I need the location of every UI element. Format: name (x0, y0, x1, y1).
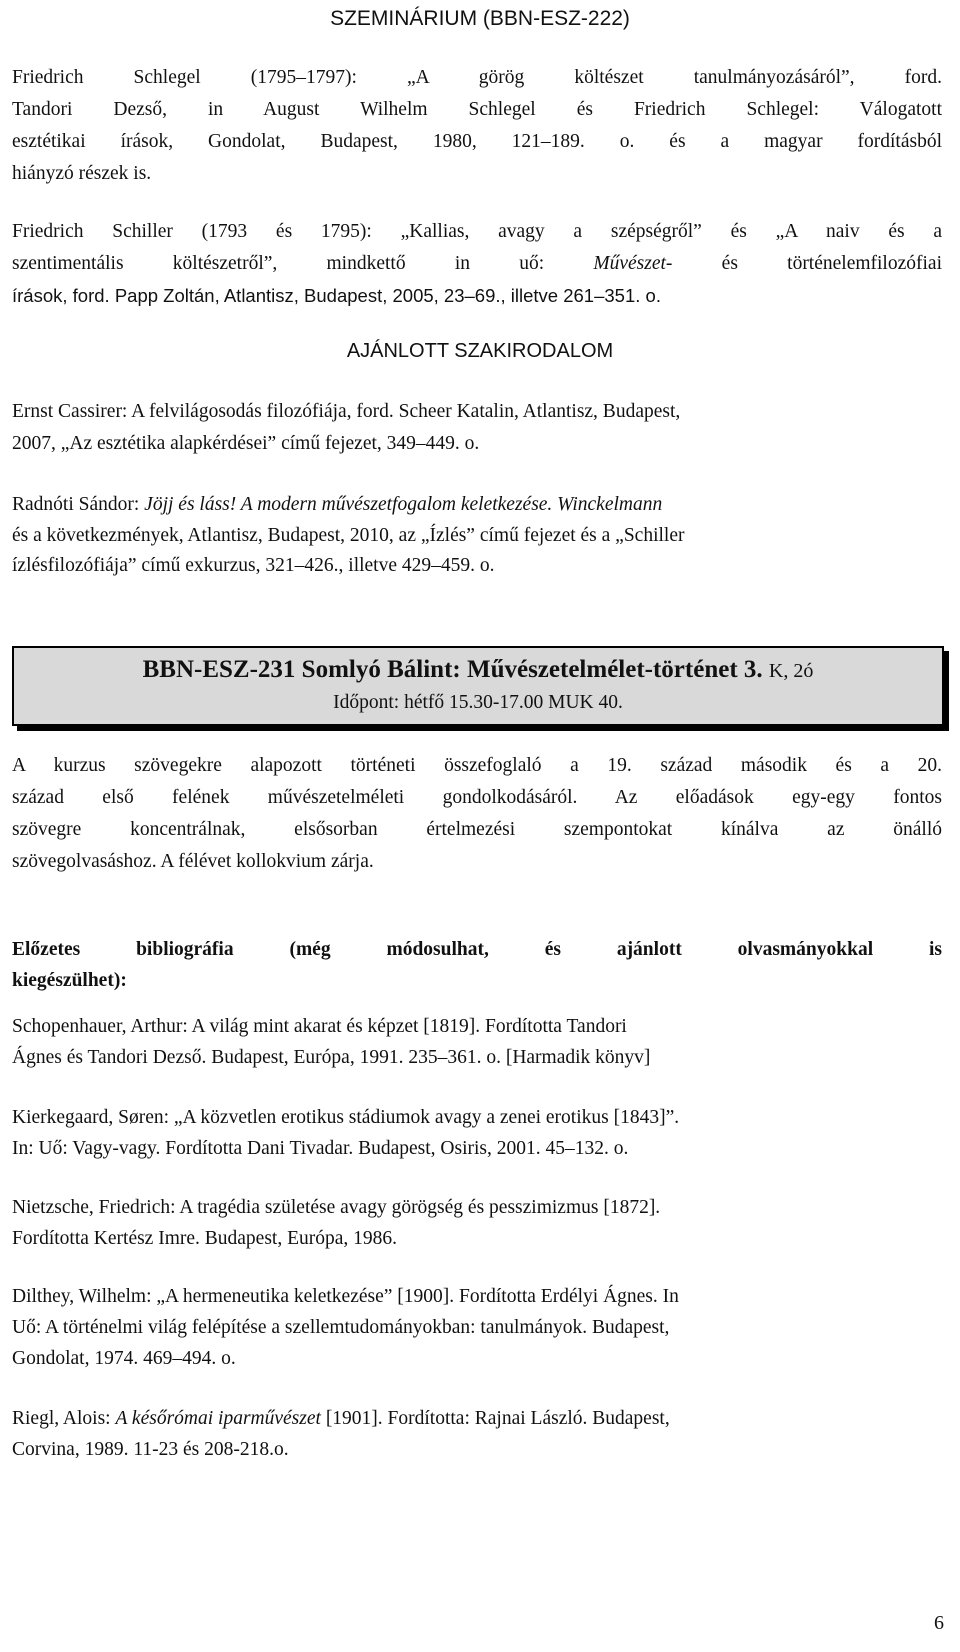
text-line (12, 249, 942, 278)
text-line: Tandori Dezső, in August Wilhelm Schlegel és Friedrich Schlegel: Válogatott (12, 99, 942, 120)
italic-title: Jöjj és láss! A modern művészetfogalom keletkezése. Winckelmann (144, 494, 663, 515)
course-type: K, 2ó (768, 660, 814, 682)
text-line: írások, ford. Papp Zoltán, Atlantisz, Budapest, 2005, 23–69., illetve 261–351. o. (12, 285, 661, 306)
text-line: Nietzsche, Friedrich: A tragédia születése avagy görögség és pesszimizmus [1872]. (12, 1197, 661, 1218)
text-line: Dilthey, Wilhelm: „A hermeneutika keletkezése” [1900]. Fordította Erdélyi Ágnes. In (12, 1286, 679, 1307)
text-line: Corvina, 1989. 11-23 és 208-218.o. (12, 1439, 289, 1460)
text-line: kiegészülhet): (12, 970, 127, 991)
text-line: 2007, „Az esztétika alapkérdései” című fejezet, 349–449. o. (12, 433, 480, 454)
course-time: Időpont: hétfő 15.30-17.00 MUK 40. (333, 692, 623, 713)
text-span: Radnóti Sándor: (12, 494, 145, 515)
text-line: esztétikai írások, Gondolat, Budapest, 1980, 121–189. o. és a magyar fordításból (12, 131, 942, 152)
text-line: Friedrich Schiller (1793 és 1795): „Kallias, avagy a szépségről” és „A naiv és a (12, 221, 942, 242)
italic-title: A későrómai iparművészet (115, 1408, 321, 1429)
text-line: szövegolvasáshoz. A félévet kollokvium zárja. (12, 851, 374, 872)
text-line: Uő: A történelmi világ felépítése a szellemtudományokban: tanulmányok. Budapest, (12, 1317, 670, 1338)
text-line: Friedrich Schlegel (1795–1797): „A görög költészet tanulmányozásáról”, ford. (12, 67, 942, 88)
text-line: ízlésfilozófiája” című exkurzus, 321–426., illetve 429–459. o. (12, 555, 495, 576)
course-title-line (14, 654, 942, 687)
text-line: Gondolat, 1974. 469–494. o. (12, 1348, 236, 1369)
text-span: szentimentális költészetről”, mindkettő in uő: (12, 253, 594, 274)
italic-title: Művészet- (593, 253, 673, 274)
text-line: század első felének művészetelméleti gondolkodásáról. Az előadások egy-egy fontos (12, 787, 942, 808)
text-line: Schopenhauer, Arthur: A világ mint akarat és képzet [1819]. Fordította Tandori (12, 1016, 627, 1037)
course-title-box (12, 646, 944, 726)
page-number: 6 (934, 1612, 944, 1634)
text-line: és a következmények, Atlantisz, Budapest, 2010, az „Ízlés” című fejezet és a „Schiller (12, 525, 685, 546)
text-line: Kierkegaard, Søren: „A közvetlen erotikus stádiumok avagy a zenei erotikus [1843]”. (12, 1107, 680, 1128)
text-line: In: Uő: Vagy-vagy. Fordította Dani Tivadar. Budapest, Osiris, 2001. 45–132. o. (12, 1138, 629, 1159)
text-line (12, 1404, 942, 1433)
section-heading: AJÁNLOTT SZAKIRODALOM (346, 340, 614, 362)
text-line: Ágnes és Tandori Dezső. Budapest, Európa, 1991. 235–361. o. [Harmadik könyv] (12, 1047, 651, 1068)
text-line: hiányzó részek is. (12, 163, 152, 184)
text-line (12, 490, 942, 519)
course-title: BBN-ESZ-231 Somlyó Bálint: Művészetelmélet-történet 3. (142, 656, 763, 683)
text-line: Ernst Cassirer: A felvilágosodás filozófiája, ford. Scheer Katalin, Atlantisz, Budapest, (12, 401, 681, 422)
text-line: szövegre koncentrálnak, elsősorban értelmezési szempontokat kínálva az önálló (12, 819, 942, 840)
text-span: és történelemfilozófiai (672, 253, 942, 274)
text-line: A kurzus szövegekre alapozott történeti összefoglaló a 19. század második és a 20. (12, 755, 942, 776)
text-span: Riegl, Alois: (12, 1408, 116, 1429)
text-span: [1901]. Fordította: Rajnai László. Budapest, (320, 1408, 670, 1429)
text-line: Előzetes bibliográfia (még módosulhat, és ajánlott olvasmányokkal is (12, 939, 942, 960)
text-line: Fordította Kertész Imre. Budapest, Európa, 1986. (12, 1228, 398, 1249)
page-title: SZEMINÁRIUM (BBN-ESZ-222) (330, 7, 630, 30)
